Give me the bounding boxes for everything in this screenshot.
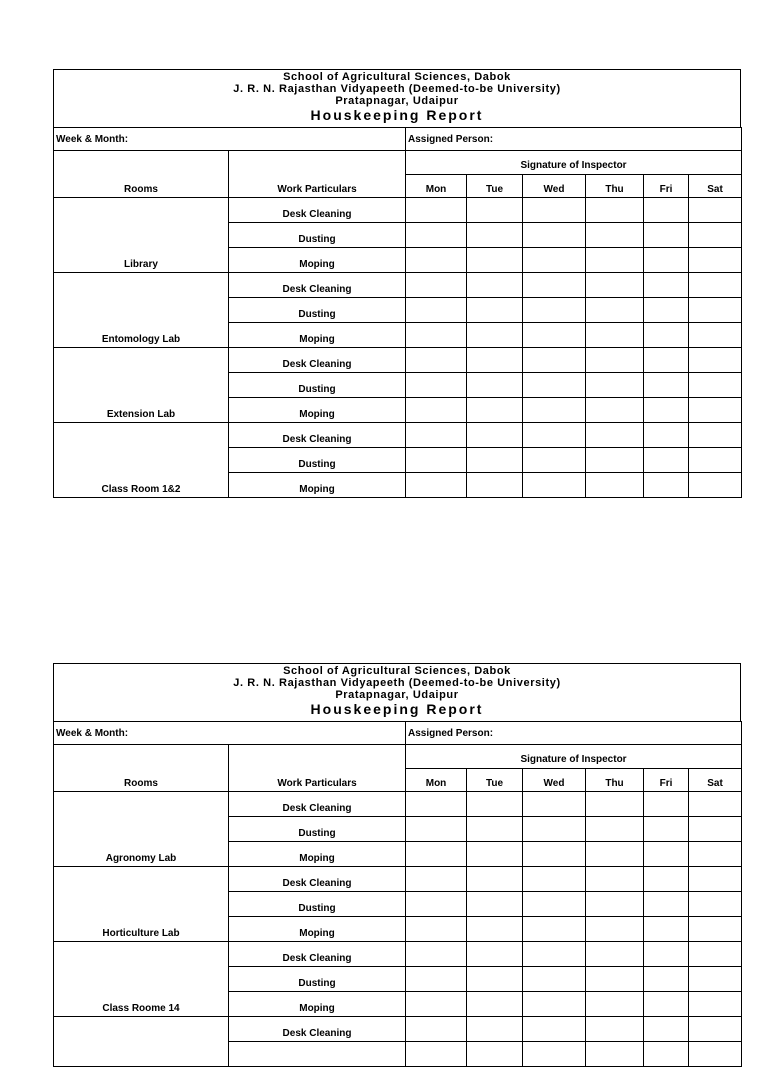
signature-cell[interactable] [689, 1017, 742, 1042]
signature-cell[interactable] [406, 867, 467, 892]
signature-cell[interactable] [644, 298, 689, 323]
task-label: Moping [229, 992, 406, 1017]
day-header: Fri [644, 769, 689, 792]
signature-cell[interactable] [586, 842, 644, 867]
signature-cell[interactable] [523, 1017, 586, 1042]
signature-cell[interactable] [523, 817, 586, 842]
signature-cell[interactable] [406, 448, 467, 473]
task-label: Moping [229, 842, 406, 867]
signature-cell[interactable] [586, 792, 644, 817]
signature-cell[interactable] [689, 992, 742, 1017]
report-header [53, 69, 741, 127]
signature-cell[interactable] [586, 1017, 644, 1042]
signature-cell[interactable] [689, 423, 742, 448]
signature-cell[interactable] [689, 248, 742, 273]
signature-cell[interactable] [467, 198, 523, 223]
signature-cell[interactable] [644, 248, 689, 273]
location: Pratapnagar, Udaipur [335, 95, 459, 107]
signature-cell[interactable] [644, 1017, 689, 1042]
signature-cell[interactable] [689, 792, 742, 817]
task-label: Desk Cleaning [229, 792, 406, 817]
rooms-header: Rooms [54, 151, 229, 198]
signature-cell[interactable] [467, 817, 523, 842]
signature-cell[interactable] [523, 992, 586, 1017]
room-name [54, 1017, 229, 1067]
signature-cell[interactable] [644, 473, 689, 498]
week-month-field[interactable]: Week & Month: [54, 722, 406, 745]
signature-cell[interactable] [523, 792, 586, 817]
signature-cell[interactable] [467, 248, 523, 273]
signature-cell[interactable] [406, 223, 467, 248]
signature-cell[interactable] [689, 348, 742, 373]
task-label [229, 1042, 406, 1067]
rooms-header: Rooms [54, 745, 229, 792]
signature-cell[interactable] [523, 942, 586, 967]
signature-cell[interactable] [689, 273, 742, 298]
day-header: Sat [689, 769, 742, 792]
signature-cell[interactable] [644, 992, 689, 1017]
signature-cell[interactable] [644, 198, 689, 223]
signature-cell[interactable] [586, 273, 644, 298]
task-label: Desk Cleaning [229, 273, 406, 298]
signature-header: Signature of Inspector [406, 151, 742, 175]
signature-cell[interactable] [523, 198, 586, 223]
room-name: Extension Lab [54, 348, 229, 423]
room-name: Class Room 1&2 [54, 423, 229, 498]
signature-cell[interactable] [406, 1017, 467, 1042]
room-name: Class Roome 14 [54, 942, 229, 1017]
signature-cell[interactable] [523, 423, 586, 448]
signature-cell[interactable] [689, 473, 742, 498]
task-label: Moping [229, 917, 406, 942]
signature-cell[interactable] [689, 298, 742, 323]
room-name: Library [54, 198, 229, 273]
signature-cell[interactable] [467, 992, 523, 1017]
signature-cell[interactable] [644, 867, 689, 892]
signature-cell[interactable] [689, 892, 742, 917]
assigned-person-field[interactable]: Assigned Person: [406, 722, 742, 745]
signature-cell[interactable] [644, 917, 689, 942]
signature-cell[interactable] [644, 892, 689, 917]
task-label: Dusting [229, 967, 406, 992]
signature-cell[interactable] [523, 373, 586, 398]
signature-cell[interactable] [467, 398, 523, 423]
signature-cell[interactable] [523, 298, 586, 323]
report-table [53, 127, 742, 498]
signature-cell[interactable] [586, 1042, 644, 1067]
signature-cell[interactable] [523, 273, 586, 298]
signature-cell[interactable] [406, 298, 467, 323]
signature-cell[interactable] [644, 448, 689, 473]
university-name: J. R. N. Rajasthan Vidyapeeth (Deemed-to-be University) [233, 677, 561, 689]
task-label: Dusting [229, 373, 406, 398]
signature-cell[interactable] [523, 473, 586, 498]
signature-cell[interactable] [523, 967, 586, 992]
signature-cell[interactable] [467, 348, 523, 373]
signature-cell[interactable] [689, 373, 742, 398]
signature-cell[interactable] [406, 1042, 467, 1067]
signature-cell[interactable] [467, 842, 523, 867]
task-label: Desk Cleaning [229, 867, 406, 892]
signature-cell[interactable] [523, 867, 586, 892]
signature-cell[interactable] [406, 967, 467, 992]
task-label: Desk Cleaning [229, 942, 406, 967]
signature-cell[interactable] [586, 373, 644, 398]
day-header: Thu [586, 769, 644, 792]
signature-cell[interactable] [644, 817, 689, 842]
signature-cell[interactable] [644, 423, 689, 448]
signature-cell[interactable] [523, 398, 586, 423]
signature-cell[interactable] [467, 892, 523, 917]
signature-cell[interactable] [644, 792, 689, 817]
room-name: Entomology Lab [54, 273, 229, 348]
university-name: J. R. N. Rajasthan Vidyapeeth (Deemed-to-be University) [233, 83, 561, 95]
signature-cell[interactable] [586, 423, 644, 448]
signature-cell[interactable] [523, 1042, 586, 1067]
work-particulars-header: Work Particulars [229, 151, 406, 198]
signature-cell[interactable] [406, 917, 467, 942]
signature-cell[interactable] [523, 448, 586, 473]
signature-cell[interactable] [523, 223, 586, 248]
signature-cell[interactable] [586, 473, 644, 498]
signature-cell[interactable] [644, 967, 689, 992]
signature-cell[interactable] [467, 1042, 523, 1067]
signature-cell[interactable] [467, 867, 523, 892]
signature-cell[interactable] [406, 423, 467, 448]
report-header [53, 663, 741, 721]
day-header: Sat [689, 175, 742, 198]
task-label: Dusting [229, 223, 406, 248]
day-header: Tue [467, 769, 523, 792]
signature-cell[interactable] [523, 348, 586, 373]
work-particulars-header: Work Particulars [229, 745, 406, 792]
task-label: Desk Cleaning [229, 348, 406, 373]
signature-cell[interactable] [406, 942, 467, 967]
day-header: Mon [406, 175, 467, 198]
signature-cell[interactable] [586, 348, 644, 373]
signature-cell[interactable] [523, 323, 586, 348]
signature-cell[interactable] [523, 248, 586, 273]
signature-cell[interactable] [467, 223, 523, 248]
signature-cell[interactable] [586, 198, 644, 223]
signature-cell[interactable] [467, 473, 523, 498]
day-header: Fri [644, 175, 689, 198]
signature-cell[interactable] [406, 473, 467, 498]
signature-cell[interactable] [644, 842, 689, 867]
signature-cell[interactable] [467, 792, 523, 817]
signature-cell[interactable] [689, 817, 742, 842]
signature-cell[interactable] [586, 223, 644, 248]
school-name: School of Agricultural Sciences, Dabok [283, 665, 511, 677]
signature-cell[interactable] [467, 273, 523, 298]
day-header: Wed [523, 769, 586, 792]
signature-cell[interactable] [467, 448, 523, 473]
day-header: Tue [467, 175, 523, 198]
signature-cell[interactable] [689, 323, 742, 348]
signature-cell[interactable] [689, 867, 742, 892]
task-label: Moping [229, 398, 406, 423]
signature-cell[interactable] [467, 917, 523, 942]
signature-cell[interactable] [467, 373, 523, 398]
task-label: Desk Cleaning [229, 198, 406, 223]
signature-cell[interactable] [689, 917, 742, 942]
signature-cell[interactable] [523, 917, 586, 942]
signature-cell[interactable] [586, 248, 644, 273]
signature-cell[interactable] [467, 323, 523, 348]
signature-cell[interactable] [644, 1042, 689, 1067]
signature-cell[interactable] [586, 448, 644, 473]
signature-cell[interactable] [689, 842, 742, 867]
signature-cell[interactable] [644, 373, 689, 398]
report-title: Houskeeping Report [310, 701, 484, 717]
assigned-person-field[interactable]: Assigned Person: [406, 128, 742, 151]
signature-cell[interactable] [406, 348, 467, 373]
signature-cell[interactable] [467, 967, 523, 992]
signature-cell[interactable] [406, 817, 467, 842]
signature-cell[interactable] [644, 273, 689, 298]
signature-cell[interactable] [586, 892, 644, 917]
signature-cell[interactable] [644, 348, 689, 373]
housekeeping-report-2 [53, 663, 741, 1067]
room-name: Horticulture Lab [54, 867, 229, 942]
signature-cell[interactable] [586, 817, 644, 842]
signature-cell[interactable] [406, 892, 467, 917]
task-label: Moping [229, 248, 406, 273]
room-name: Agronomy Lab [54, 792, 229, 867]
week-month-field[interactable]: Week & Month: [54, 128, 406, 151]
task-label: Moping [229, 473, 406, 498]
signature-cell[interactable] [644, 223, 689, 248]
signature-cell[interactable] [689, 223, 742, 248]
signature-cell[interactable] [689, 448, 742, 473]
signature-cell[interactable] [644, 398, 689, 423]
signature-cell[interactable] [689, 1042, 742, 1067]
day-header: Mon [406, 769, 467, 792]
signature-cell[interactable] [586, 967, 644, 992]
signature-cell[interactable] [689, 967, 742, 992]
location: Pratapnagar, Udaipur [335, 689, 459, 701]
signature-cell[interactable] [406, 198, 467, 223]
signature-cell[interactable] [586, 398, 644, 423]
report-table [53, 721, 742, 1067]
task-label: Moping [229, 323, 406, 348]
signature-cell[interactable] [644, 942, 689, 967]
task-label: Desk Cleaning [229, 423, 406, 448]
signature-cell[interactable] [644, 323, 689, 348]
task-label: Desk Cleaning [229, 1017, 406, 1042]
signature-cell[interactable] [406, 992, 467, 1017]
housekeeping-report-1 [53, 69, 741, 498]
signature-cell[interactable] [406, 273, 467, 298]
day-header: Thu [586, 175, 644, 198]
signature-cell[interactable] [467, 1017, 523, 1042]
signature-cell[interactable] [586, 323, 644, 348]
signature-cell[interactable] [689, 398, 742, 423]
report-title: Houskeeping Report [310, 107, 484, 123]
signature-cell[interactable] [406, 373, 467, 398]
signature-cell[interactable] [406, 792, 467, 817]
school-name: School of Agricultural Sciences, Dabok [283, 71, 511, 83]
signature-cell[interactable] [586, 917, 644, 942]
task-label: Dusting [229, 817, 406, 842]
signature-cell[interactable] [689, 198, 742, 223]
task-label: Dusting [229, 892, 406, 917]
signature-cell[interactable] [586, 867, 644, 892]
signature-cell[interactable] [406, 323, 467, 348]
signature-header: Signature of Inspector [406, 745, 742, 769]
signature-cell[interactable] [523, 892, 586, 917]
task-label: Dusting [229, 448, 406, 473]
signature-cell[interactable] [406, 842, 467, 867]
signature-cell[interactable] [523, 842, 586, 867]
signature-cell[interactable] [467, 298, 523, 323]
signature-cell[interactable] [406, 248, 467, 273]
signature-cell[interactable] [586, 992, 644, 1017]
signature-cell[interactable] [689, 942, 742, 967]
day-header: Wed [523, 175, 586, 198]
signature-cell[interactable] [467, 942, 523, 967]
task-label: Dusting [229, 298, 406, 323]
signature-cell[interactable] [586, 298, 644, 323]
signature-cell[interactable] [406, 398, 467, 423]
signature-cell[interactable] [467, 423, 523, 448]
signature-cell[interactable] [586, 942, 644, 967]
